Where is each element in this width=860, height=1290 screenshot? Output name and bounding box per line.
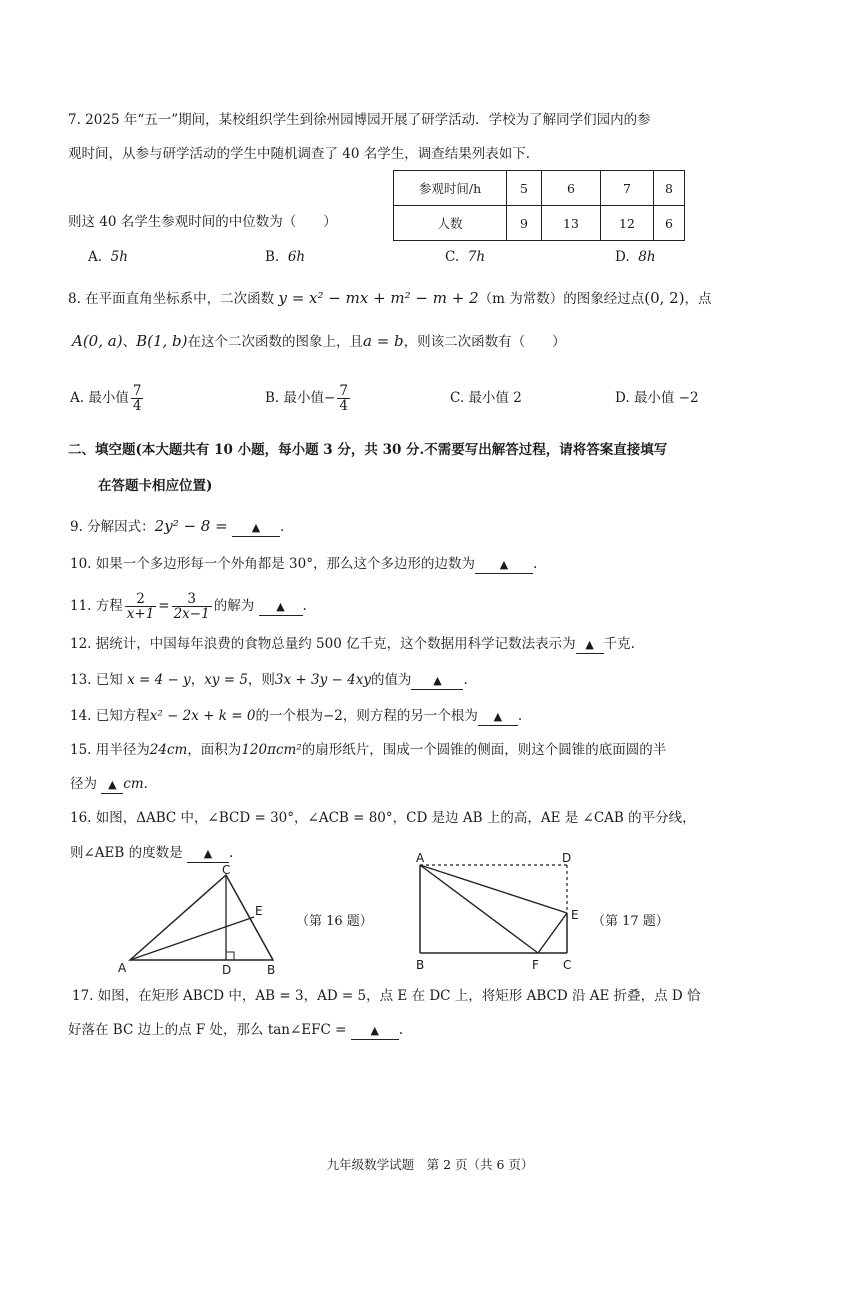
label-a: A [118, 961, 127, 975]
label-c: C [563, 958, 572, 972]
answer-blank: ▲ [411, 672, 463, 690]
table-cell: 8 [654, 171, 685, 206]
q7-option-d: D. 8h [615, 249, 656, 265]
table-cell: 12 [601, 206, 654, 241]
q8-option-a: A. 最小值 $\frac{7}{4}$ [70, 383, 142, 414]
page-footer: 九年级数学试题 第 2 页（共 6 页） [326, 1157, 534, 1172]
q15-line1: 15. 用半径为24cm，面积为120πcm²的扇形纸片，围成一个圆锥的侧面，则这个圆锥的底面圆的半 [70, 742, 667, 758]
answer-blank: ▲ [101, 776, 123, 794]
answer-blank: ▲ [351, 1022, 399, 1040]
label-f: F [532, 958, 539, 972]
answer-blank: ▲ [475, 556, 533, 574]
q7-ask: 则这 40 名学生参观时间的中位数为（ ） [68, 214, 337, 230]
q17-line1: 17. 如图，在矩形 ABCD 中，AB = 3，AD = 5，点 E 在 DC 上，将矩形 ABCD 沿 AE 折叠，点 D 恰 [72, 988, 701, 1004]
q8-line2: A(0, a)、B(1, b)在这个二次函数的图象上，且a = b，则该二次函数有（ ） [72, 332, 566, 350]
q16-line2: 则∠AEB 的度数是 ▲ . [70, 845, 234, 861]
table-header-time: 参观时间/h [394, 171, 507, 206]
table-cell: 5 [507, 171, 542, 206]
table-cell: 6 [542, 171, 601, 206]
bisector-ae [130, 917, 254, 960]
table-cell: 9 [507, 206, 542, 241]
segment-af [420, 865, 538, 953]
fold-line-ae [420, 865, 567, 913]
table-cell: 13 [542, 206, 601, 241]
q8-option-b: B. 最小值− $\frac{7}{4}$ [265, 383, 348, 414]
label-d: D [222, 963, 232, 977]
figure-17-caption: （第 17 题） [592, 914, 669, 929]
q8-line1: 8. 在平面直角坐标系中，二次函数 y = x² − mx + m² − m + 2（m 为常数）的图象经过点(0, 2)，点 [68, 289, 712, 307]
q15-line2: 径为 ▲ cm. [70, 776, 148, 792]
q7-line2: 观时间，从参与研学活动的学生中随机调查了 40 名学生，调查结果列表如下． [68, 146, 540, 162]
section2-line1: 二、填空题(本大题共有 10 小题，每小题 3 分，共 30 分.不需要写出解答过程，请将答案直接填写 [68, 442, 668, 458]
q13: 13. 已知 x = 4 − y，xy = 5，则3x + 3y − 4xy的值为 ▲ . [70, 672, 468, 688]
q16-line1: 16. 如图，ΔABC 中，∠BCD = 30°，∠ACB = 80°，CD 是边 AB 上的高，AE 是 ∠CAB 的平分线， [70, 810, 696, 826]
label-c: C [222, 863, 231, 877]
answer-blank: ▲ [187, 845, 229, 863]
q12: 12. 据统计，中国每年浪费的食物总量约 500 亿千克，这个数据用科学记数法表示为 ▲ 千克. [70, 636, 635, 652]
q14: 14. 已知方程x² − 2x + k = 0的一个根为−2，则方程的另一个根为 ▲ . [70, 708, 523, 724]
answer-blank: ▲ [232, 519, 280, 537]
answer-blank: ▲ [478, 708, 518, 726]
q11: 11. 方程 $\frac{2}{x+1}$ = $\frac{3}{2x-1}$ 的解为 ▲ . [70, 591, 307, 622]
answer-blank: ▲ [576, 636, 604, 654]
figure-16 [110, 860, 290, 980]
answer-blank: ▲ [259, 598, 303, 616]
q7-option-b: B. 6h [265, 249, 306, 265]
table-cell: 7 [601, 171, 654, 206]
label-b: B [416, 958, 425, 972]
q7-table [393, 170, 685, 241]
label-a: A [416, 851, 425, 865]
figure-17 [405, 845, 595, 975]
section2-line2: 在答题卡相应位置) [98, 478, 213, 494]
label-d: D [562, 851, 572, 865]
figure-16-caption: （第 16 题） [296, 914, 373, 929]
label-e: E [255, 904, 263, 918]
q10: 10. 如果一个多边形每一个外角都是 30°，那么这个多边形的边数为 ▲ . [70, 556, 538, 572]
q8-option-d: D. 最小值 −2 [615, 390, 699, 406]
table-header-count: 人数 [394, 206, 507, 241]
label-b: B [267, 963, 276, 977]
q9: 9. 分解因式：2y² − 8 = ▲ . [70, 517, 285, 535]
q7-option-c: C. 7h [445, 249, 486, 265]
table-cell: 6 [654, 206, 685, 241]
right-angle-mark [226, 952, 234, 960]
segment-fe [538, 913, 567, 953]
q8-option-c: C. 最小值 2 [450, 390, 522, 406]
q7-line1: 7. 2025 年“五一”期间，某校组织学生到徐州园博园开展了研学活动．学校为了解同学们园内的参 [68, 112, 651, 128]
label-e: E [571, 908, 579, 922]
q7-option-a: A. 5h [88, 249, 128, 265]
q17-line2: 好落在 BC 边上的点 F 处，那么 tan∠EFC = ▲ . [68, 1022, 404, 1038]
